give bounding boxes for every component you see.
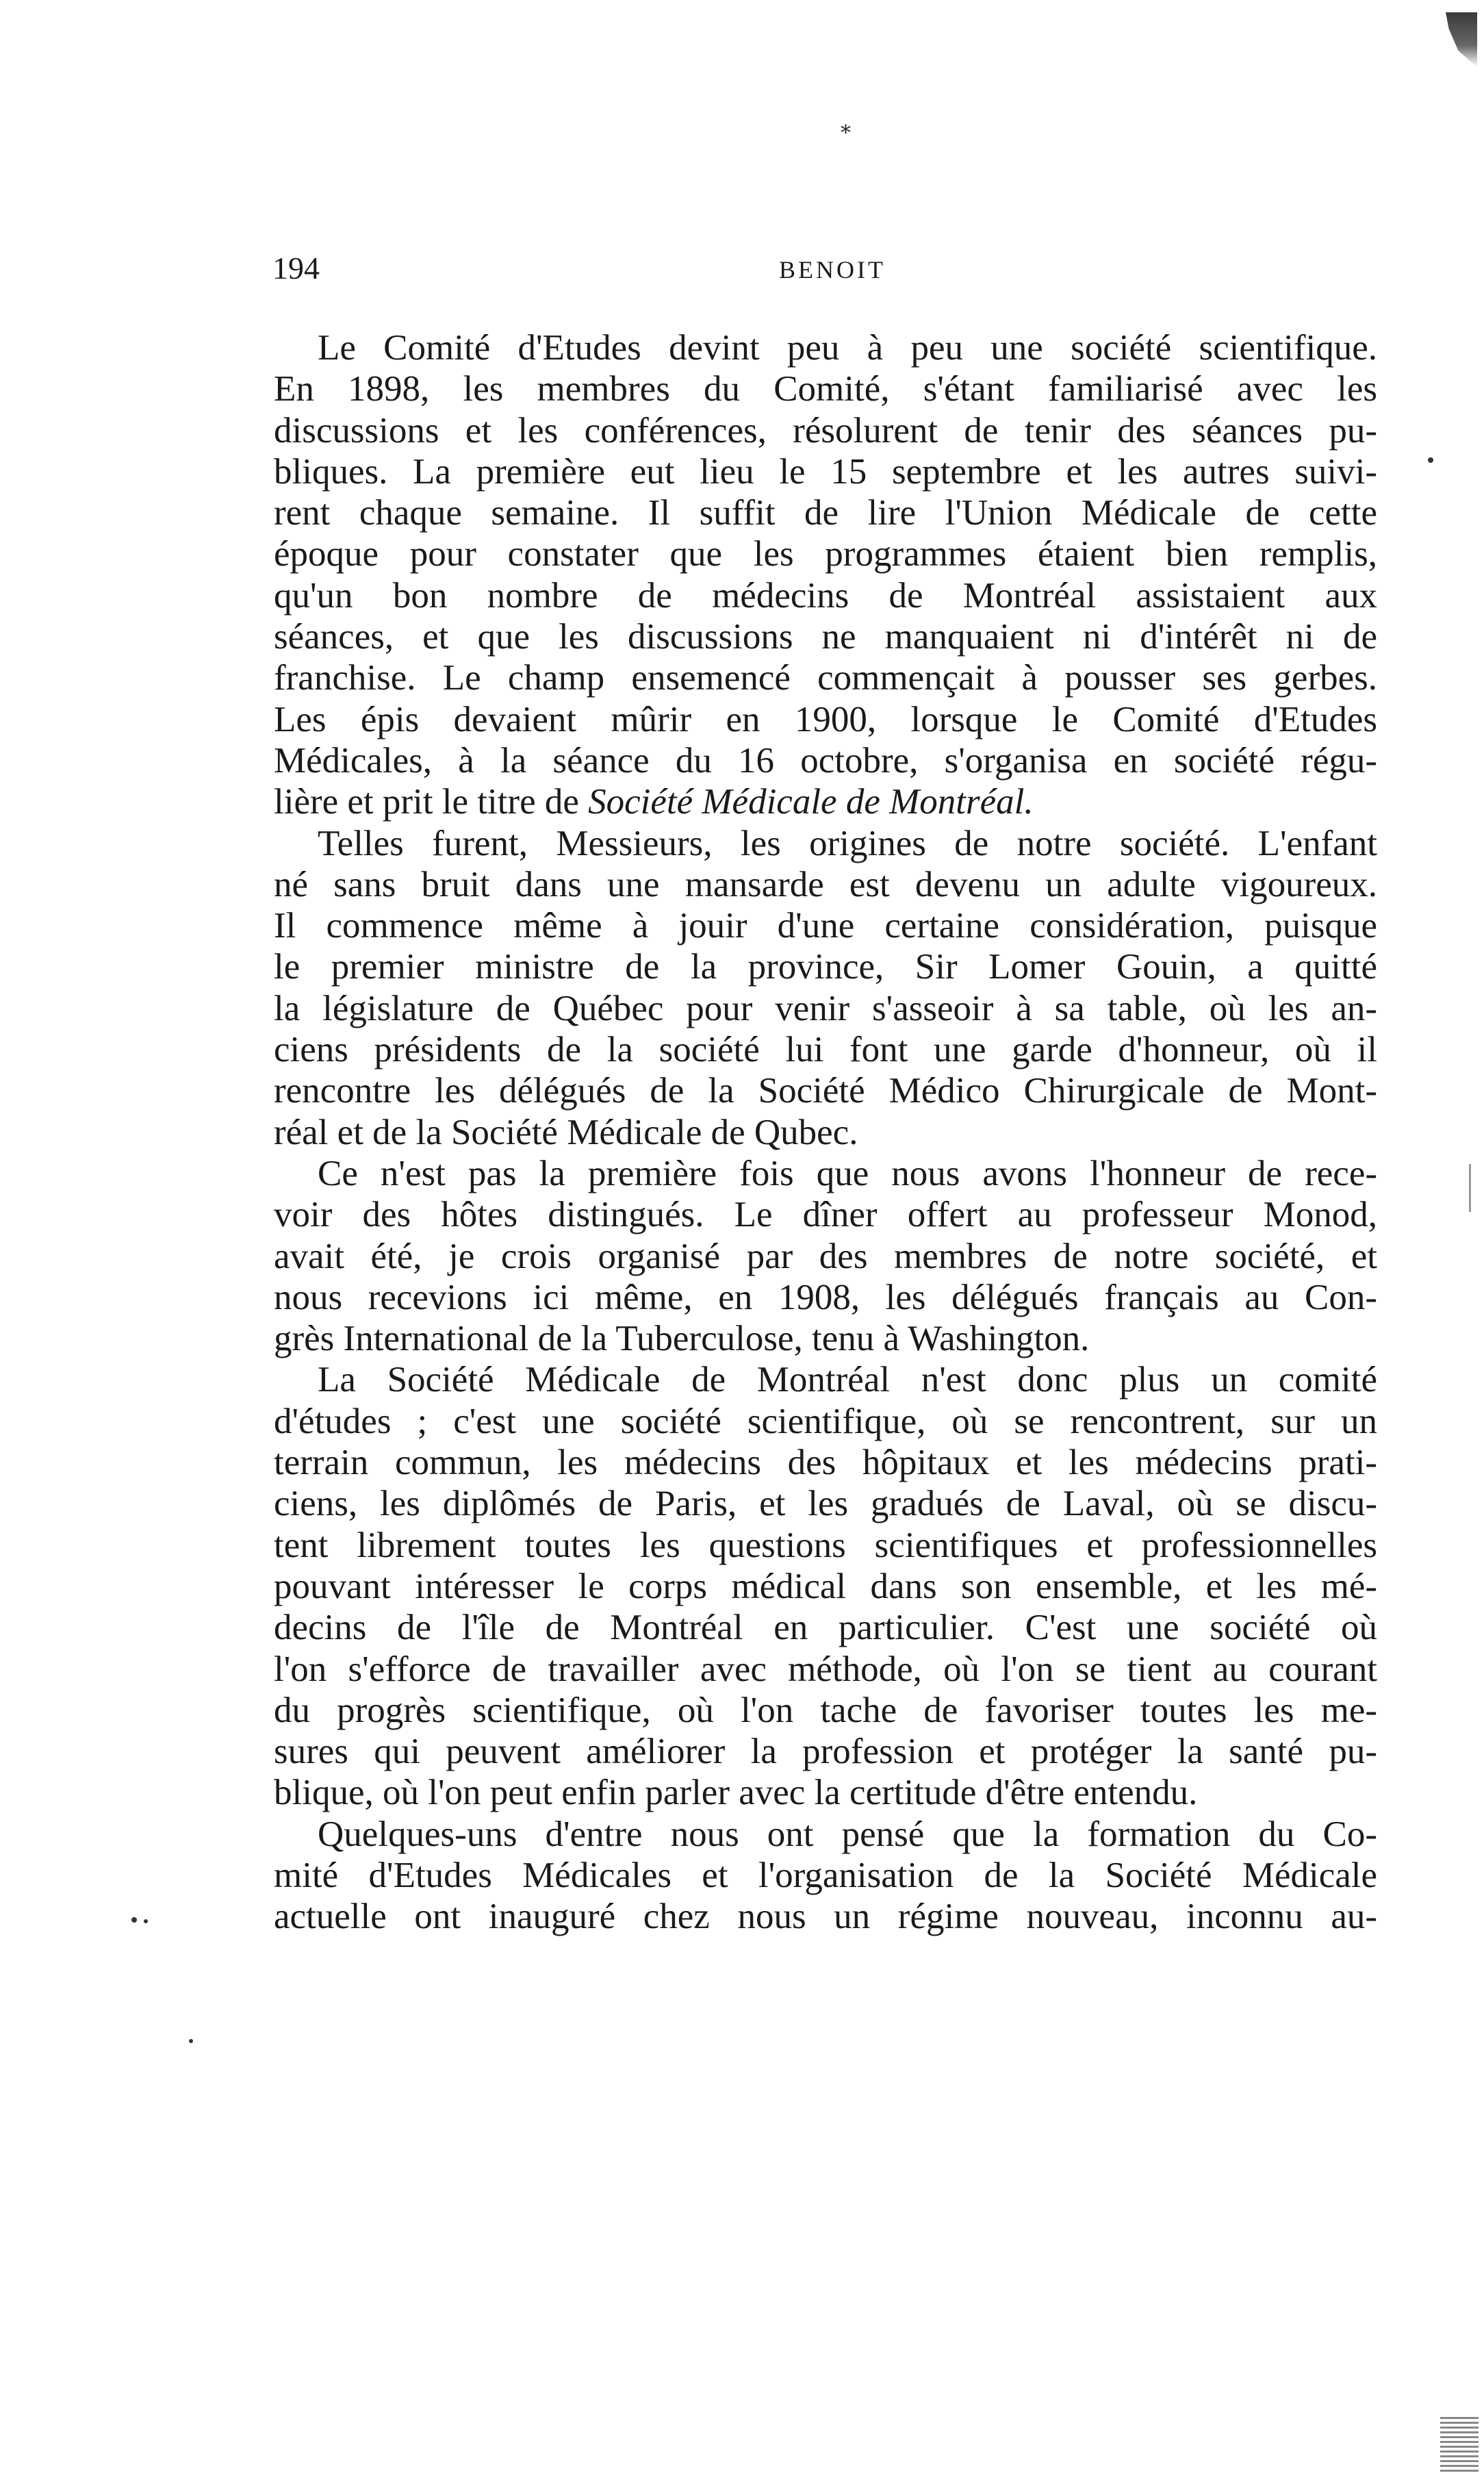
paragraph-2 xyxy=(274,823,1377,1153)
page-number: 194 xyxy=(272,251,320,286)
text-line: rent chaque semaine. Il suffit de lire l'Union Médicale de cette xyxy=(274,493,1377,533)
scan-speck xyxy=(131,1917,137,1923)
text-line: Il commence même à jouir d'une certaine considération, puisque xyxy=(274,906,1377,946)
scan-speck xyxy=(1428,457,1433,463)
text-line: ciens présidents de la société lui font une garde d'honneur, où il xyxy=(274,1030,1377,1070)
text-line: blique, où l'on peut enfin parler avec la certitude d'être entendu. xyxy=(274,1773,1198,1813)
text-line: pouvant intéresser le corps médical dans son ensemble, et les mé- xyxy=(274,1566,1377,1606)
running-head: BENOIT xyxy=(779,256,886,283)
society-name-italic: Société Médicale de Montréal. xyxy=(588,782,1034,822)
text-line: Les épis devaient mûrir en 1900, lorsque le Comité d'Etudes xyxy=(274,699,1377,739)
paragraph-3 xyxy=(274,1153,1377,1359)
text-line: réal et de la Société Médicale de Qubec. xyxy=(274,1112,858,1152)
text-line: decins de l'île de Montréal en particulier. C'est une société où xyxy=(274,1608,1377,1648)
text-line: terrain commun, les médecins des hôpitaux et les médecins prati- xyxy=(274,1443,1377,1483)
body-text xyxy=(274,327,1377,1938)
text-line: du progrès scientifique, où l'on tache de favoriser toutes les me- xyxy=(274,1690,1377,1730)
page-header xyxy=(272,248,1381,289)
text-line: Le Comité d'Etudes devint peu à peu une société scientifique. xyxy=(318,328,1377,368)
text-line: bliques. La première eut lieu le 15 septembre et les autres suivi- xyxy=(274,451,1377,492)
text-line xyxy=(274,781,1377,822)
text-line: tent librement toutes les questions scientifiques et professionnelles xyxy=(274,1525,1377,1565)
text-line: avait été, je crois organisé par des membres de notre société, et xyxy=(274,1236,1377,1276)
star-mark: * xyxy=(841,121,851,145)
text-line: Quelques-uns d'entre nous ont pensé que la formation du Co- xyxy=(318,1814,1377,1854)
text-line: voir des hôtes distingués. Le dîner offert au professeur Monod, xyxy=(274,1195,1377,1235)
scan-artifact-bottom xyxy=(1440,2417,1479,2472)
text-line: d'études ; c'est une société scientifique, où se rencontrent, sur un xyxy=(274,1401,1377,1441)
text-line: né sans bruit dans une mansarde est devenu un adulte vigoureux. xyxy=(274,864,1377,904)
text-line: Telles furent, Messieurs, les origines de notre société. L'enfant xyxy=(318,823,1377,863)
text-line: En 1898, les membres du Comité, s'étant familiarisé avec les xyxy=(274,369,1377,409)
text-line: époque pour constater que les programmes étaient bien remplis, xyxy=(274,534,1377,574)
text-line: rencontre les délégués de la Société Médico Chirurgicale de Mont- xyxy=(274,1071,1377,1111)
text-line: qu'un bon nombre de médecins de Montréal assistaient aux xyxy=(274,575,1377,616)
text-line: mité d'Etudes Médicales et l'organisation de la Société Médicale xyxy=(274,1855,1377,1895)
scan-margin-mark xyxy=(1469,1164,1471,1212)
text-line: sures qui peuvent améliorer la profession et protéger la santé pu- xyxy=(274,1732,1377,1772)
text-line: La Société Médicale de Montréal n'est donc plus un comité xyxy=(318,1360,1377,1400)
text-line: Médicales, à la séance du 16 octobre, s'organisa en société régu- xyxy=(274,740,1377,781)
paragraph-5 xyxy=(274,1814,1377,1938)
text-line: grès International de la Tuberculose, tenu à Washington. xyxy=(274,1319,1090,1359)
text-line: le premier ministre de la province, Sir Lomer Gouin, a quitté xyxy=(274,947,1377,987)
line-text: lière et prit le titre de xyxy=(274,782,589,822)
text-line: ciens, les diplômés de Paris, et les gradués de Laval, où se discu- xyxy=(274,1484,1377,1524)
scan-artifact-top xyxy=(1446,12,1477,67)
text-line: la législature de Québec pour venir s'asseoir à sa table, où les an- xyxy=(274,988,1377,1028)
paragraph-4 xyxy=(274,1359,1377,1813)
text-line: séances, et que les discussions ne manquaient ni d'intérêt ni de xyxy=(274,617,1377,657)
text-line: actuelle ont inauguré chez nous un régime nouveau, inconnu au- xyxy=(274,1897,1377,1937)
paragraph-1 xyxy=(274,327,1377,823)
text-line: franchise. Le champ ensemencé commençait à pousser ses gerbes. xyxy=(274,658,1377,698)
scan-speck xyxy=(144,1919,148,1923)
scan-speck xyxy=(189,2039,193,2043)
text-line: nous recevions ici même, en 1908, les délégués français au Con- xyxy=(274,1277,1377,1317)
text-line: Ce n'est pas la première fois que nous avons l'honneur de rece- xyxy=(318,1153,1377,1193)
text-line: discussions et les conférences, résolurent de tenir des séances pu- xyxy=(274,410,1377,451)
text-line: l'on s'efforce de travailler avec méthode, où l'on se tient au courant xyxy=(274,1649,1377,1689)
